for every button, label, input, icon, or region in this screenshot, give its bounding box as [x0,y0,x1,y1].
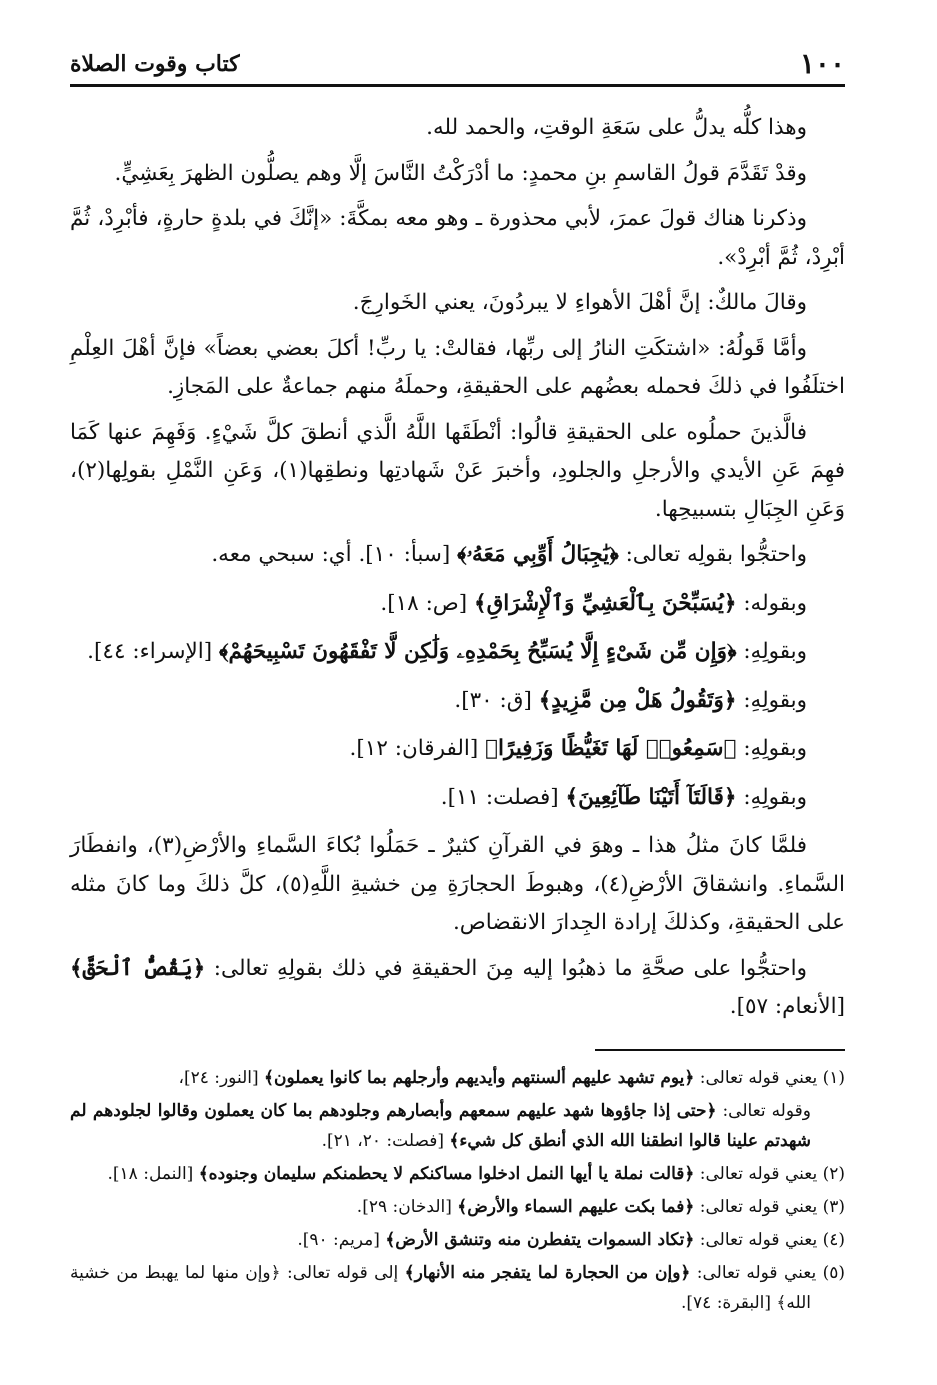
verse-line: وبقولِهِ: ﴿وَإِن مِّن شَىْءٍ إِلَّا يُسَبِّحُ بِحَمْدِهِۦ وَلَٰكِن لَّا تَفْقَهُونَ تَسْبِيحَهُمْ﴾ [الإسراء: ٤٤]. [87,639,807,664]
main-text [70,109,845,1027]
paragraph: وأمَّا قَولُهُ: «اشتكَتِ النارُ إلى ربِّها، فقالتْ: يا ربِّ! أكلَ بعضي بعضاً» فإنَّ أهْلَ العِلْمِ اختلَفُوا في ذلكَ فحمله بعضُهم على الحقيقةِ، وحملَهُ منهم جماعةٌ على المَجازِ. [70,335,845,399]
footnote-separator [595,1049,845,1051]
page-number: ١٠٠ [799,47,845,80]
footnote: (٤) يعني قوله تعالى: ﴿تكاد السموات يتفطرن منه وتنشق الأرض﴾ [مريم: ٩٠]. [297,1229,845,1250]
verse-line: وبقوله: ﴿يُسَبِّحْنَ بِٱلْعَشِيِّ وَٱلْإِشْرَاقِ﴾ [ص: ١٨]. [380,590,807,616]
quran-quote: ﴿يَٰجِبَالُ أَوِّبِي مَعَهُۥ﴾ [457,542,619,567]
footnote: (٥) يعني قوله تعالى: ﴿وإن من الحجارة لما يتفجر منه الأنهار﴾ إلى قوله تعالى: ﴿وإن منها لما يهبط من خشية الله﴾ [البقرة: ٧٤]. [70,1262,845,1313]
quran-quote: ﴿يَقُصُّ ٱلْحَقَّ﴾ [70,955,206,981]
paragraph: واحتجُّوا على صحَّةِ ما ذهبُوا إليه مِنَ الحقيقةِ في ذلك بقولِهِ تعالى: ﴿يَقُصُّ ٱلْحَقَّ﴾ [الأنعام: ٥٧]. [70,955,845,1019]
paragraph: فلمَّا كانَ مثلُ هذا ـ وهوَ في القرآنِ كثيرٌ ـ حَمَلُوا بُكاءَ السَّماءِ والأرْضِ(٣)، وانفطَارَ السَّماءِ. وانشقاقَ الأرْضِ(٤)، وهبوطَ الحجارَةِ مِن خشيةِ اللَّهِ(٥)، كلَّ ذلكَ وما كانَ مثله على الحقيقةِ، وكذلكَ إرادة الجِدارَ الانقضاص. [70,833,845,935]
verse-line: وبقولِهِ: ﴿وَتَقُولُ هَلْ مِن مَّزِيدٍ﴾ [ق: ٣٠]. [454,687,807,713]
paragraph: فالَّذينَ حملُوه على الحقيقةِ قالُوا: أنْطَقَها اللَّهُ الَّذي أنطقَ كلَّ شَيْءٍ. وَفَهِمَ عنها كَمَا فهِمَ عَنِ الأيدي والأرجلِ والجلودِ، وأخبرَ عَنْ شَهادتِها ونطقِها(١)، وَعَنِ النَّمْلِ بقولِها(٢)، وَعَنِ الجِبَالِ بتسبيحِها. [70,419,845,522]
verse-line: وبقولِهِ: ﴿قَالَتَآ أَتَيْنَا طَآئِعِينَ﴾ [فصلت: ١١]. [440,784,807,810]
paragraph: وقدْ تَقَدَّمَ قولُ القاسمِ بنِ محمدٍ: ما أدْرَكْتُ النَّاسَ إلَّا وهم يصلُّون الظهرَ بِعَشِيٍّ. [114,160,807,186]
running-header [70,40,845,87]
footnote: وقوله تعالى: ﴿حتى إذا جاؤوها شهد عليهم سمعهم وأبصارهم وجلودهم بما كان يعملون وقالوا لجلودهم لم شهدتم علينا قالوا انطقنا الله الذي أنطق كل شيء﴾ [فصلت: ٢٠، ٢١]. [70,1100,811,1151]
book-title: كتاب وقوت الصلاة [70,51,240,77]
paragraph: وقالَ مالكٌ: إنَّ أهْلَ الأهواءِ لا يبردُونَ، يعني الخَوارِجَ. [352,290,807,315]
footnote: (٢) يعني قوله تعالى: ﴿قالت نملة يا أيها النمل ادخلوا مساكنكم لا يحطمنكم سليمان وجنوده﴾ [النمل: ١٨]. [107,1163,845,1184]
quran-quote: ﴿وَإِن مِّن شَىْءٍ إِلَّا يُسَبِّحُ بِحَمْدِهِۦ وَلَٰكِن لَّا تَفْقَهُونَ تَسْبِيحَهُمْ﴾ [219,639,737,664]
quran-quote: ﴿يُسَبِّحْنَ بِٱلْعَشِيِّ وَٱلْإِشْرَاقِ﴾ [474,590,737,616]
paragraph: وهذا كلُّه يدلُّ على سَعَةِ الوقتِ، والحمد لله. [426,115,807,140]
page [70,40,845,1321]
paragraph: وذكرنا هناك قولَ عمرَ، لأبي محذورة ـ وهو معه بمكَّةَ: «إنَّكَ في بلدةٍ حارةٍ، فأبْرِدْ، ثُمَّ أبْرِدْ، ثُمَّ أبْرِدْ». [70,206,845,270]
footnote: (٣) يعني قوله تعالى: ﴿فما بكت عليهم السماء والأرض﴾ [الدخان: ٢٩]. [356,1196,845,1217]
quran-quote: ﴿سَمِعُوا۟ لَهَا تَغَيُّظًا وَزَفِيرًا﴾ [485,736,737,761]
quran-quote: ﴿وَتَقُولُ هَلْ مِن مَّزِيدٍ﴾ [538,687,737,713]
footnotes [70,1063,845,1318]
quran-quote: ﴿قَالَتَآ أَتَيْنَا طَآئِعِينَ﴾ [565,784,737,810]
verse-line: واحتجُّوا بقولِه تعالى: ﴿يَٰجِبَالُ أَوِّبِي مَعَهُۥ﴾ [سبأ: ١٠]. أي: سبحي معه. [211,542,807,567]
verse-line: وبقولِهِ: ﴿سَمِعُوا۟ لَهَا تَغَيُّظًا وَزَفِيرًا﴾ [الفرقان: ١٢]. [349,736,807,761]
footnote: (١) يعني قوله تعالى: ﴿يوم تشهد عليهم ألسنتهم وأيديهم وأرجلهم بما كانوا يعملون﴾ [النور: ٢٤]، [178,1067,845,1088]
